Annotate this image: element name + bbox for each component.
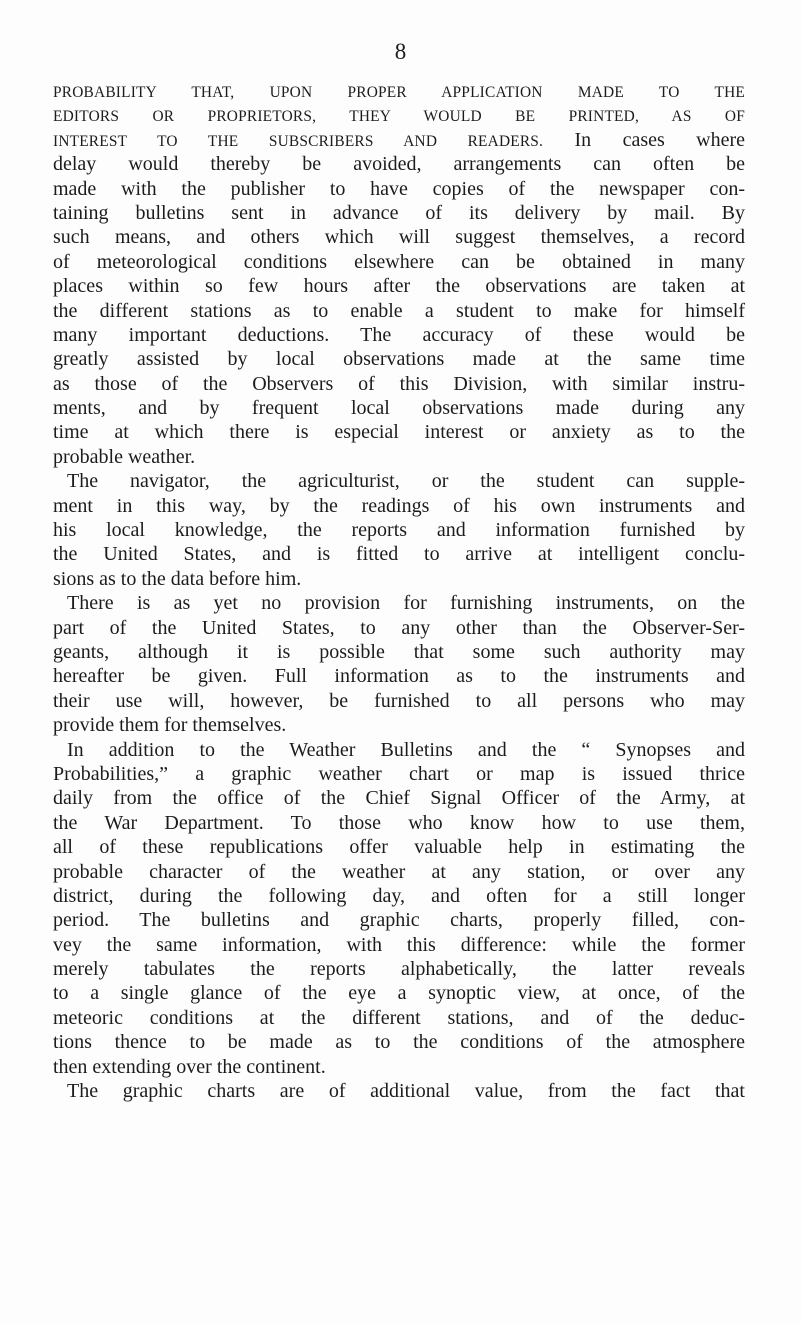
text-line	[53, 225, 745, 249]
text-line	[53, 640, 745, 664]
line-text: of meteorological conditions elsewhere can be obtained in many	[53, 250, 745, 273]
text-line	[53, 664, 745, 688]
line-text: geants, although it is possible that some such authority may	[53, 640, 745, 663]
line-text: provide them for themselves.	[53, 714, 287, 737]
text-line	[53, 884, 745, 908]
line-text: such means, and others which will suggest themselves, a record	[53, 226, 745, 249]
text-line	[53, 420, 745, 444]
text-line	[53, 567, 745, 591]
line-text: daily from the office of the Chief Signal Officer of the Army, at	[53, 787, 745, 810]
line-text: hereafter be given. Full information as to the instruments and	[53, 665, 745, 688]
small-caps-text: PROBABILITY THAT, UPON PROPER APPLICATION MADE TO THE	[53, 84, 745, 101]
line-text: greatly assisted by local observations made at the same time	[53, 348, 745, 371]
text-line	[53, 1030, 745, 1054]
text-line	[53, 933, 745, 957]
text-line	[53, 738, 745, 762]
line-text: places within so few hours after the observations are taken at	[53, 275, 745, 298]
line-text: The graphic charts are of additional value, from the fact that	[67, 1080, 745, 1103]
text-line	[53, 957, 745, 981]
line-text: meteoric conditions at the different stations, and of the deduc-	[53, 1006, 745, 1029]
line-text: the War Department. To those who know how to use them,	[53, 811, 745, 834]
text-line	[53, 689, 745, 713]
text-line	[53, 323, 745, 347]
line-text: vey the same information, with this difference: while the former	[53, 933, 745, 956]
line-text: In cases where	[543, 128, 745, 151]
text-line	[53, 542, 745, 566]
text-line	[53, 762, 745, 786]
text-line	[53, 591, 745, 615]
text-line	[53, 152, 745, 176]
text-line	[53, 396, 745, 420]
line-text: all of these republications offer valuable help in estimating the	[53, 836, 745, 859]
line-text: made with the publisher to have copies of the newspaper con-	[53, 177, 745, 200]
text-line	[53, 860, 745, 884]
small-caps-text: INTEREST TO THE SUBSCRIBERS AND READERS.	[53, 132, 544, 150]
text-line	[53, 299, 745, 323]
text-line	[53, 469, 745, 493]
line-text: probable character of the weather at any station, or over any	[53, 860, 745, 883]
text-line	[53, 786, 745, 810]
small-caps-text: EDITORS OR PROPRIETORS, THEY WOULD BE PRINTED, AS OF	[53, 108, 745, 126]
line-text: their use will, however, be furnished to all persons who may	[53, 689, 745, 712]
text-line	[53, 616, 745, 640]
line-text: probable weather.	[53, 445, 196, 468]
page-number: 8	[394, 39, 407, 64]
body-text	[53, 79, 745, 1103]
text-line	[53, 1006, 745, 1030]
text-line	[53, 981, 745, 1005]
line-text: then extending over the continent.	[53, 1055, 326, 1078]
line-text: tions thence to be made as to the conditions of the atmosphere	[53, 1031, 745, 1054]
line-text: taining bulletins sent in advance of its delivery by mail. By	[53, 201, 745, 224]
line-text: the United States, and is fitted to arrive at intelligent conclu-	[53, 543, 745, 566]
line-text: In addition to the Weather Bulletins and the “ Synopses and	[67, 738, 745, 761]
line-text: ments, and by frequent local observations made during any	[53, 397, 745, 420]
line-text: ment in this way, by the readings of his own instruments and	[53, 494, 745, 517]
line-text: delay would thereby be avoided, arrangements can often be	[53, 153, 745, 176]
text-line	[53, 177, 745, 201]
text-line	[53, 201, 745, 225]
line-text: district, during the following day, and often for a still longer	[53, 884, 745, 907]
text-line	[53, 79, 745, 103]
text-line	[53, 347, 745, 371]
text-line	[53, 1079, 745, 1103]
text-line	[53, 372, 745, 396]
line-text: as those of the Observers of this Division, with similar instru-	[53, 372, 745, 395]
line-text: Probabilities,” a graphic weather chart or map is issued thrice	[53, 762, 745, 785]
text-line	[53, 274, 745, 298]
text-line	[53, 128, 745, 152]
line-text: time at which there is especial interest or anxiety as to the	[53, 421, 745, 444]
text-line	[53, 811, 745, 835]
line-text: to a single glance of the eye a synoptic view, at once, of the	[53, 982, 745, 1005]
line-text: sions as to the data before him.	[53, 567, 302, 590]
line-text: merely tabulates the reports alphabetically, the latter reveals	[53, 958, 745, 981]
text-line	[53, 494, 745, 518]
line-text: part of the United States, to any other than the Observer-Ser-	[53, 616, 745, 639]
text-line	[53, 908, 745, 932]
text-line	[53, 103, 745, 127]
line-text: period. The bulletins and graphic charts, properly filled, con-	[53, 909, 745, 932]
text-line	[53, 445, 745, 469]
text-line	[53, 835, 745, 859]
line-text: The navigator, the agriculturist, or the student can supple-	[67, 470, 745, 493]
text-line	[53, 713, 745, 737]
line-text: many important deductions. The accuracy of these would be	[53, 323, 745, 346]
line-text: his local knowledge, the reports and information furnished by	[53, 519, 745, 542]
line-text: There is as yet no provision for furnishing instruments, on the	[67, 592, 745, 615]
line-text: the different stations as to enable a student to make for himself	[53, 299, 745, 322]
text-line	[53, 250, 745, 274]
text-line	[53, 518, 745, 542]
text-line	[53, 1055, 745, 1079]
